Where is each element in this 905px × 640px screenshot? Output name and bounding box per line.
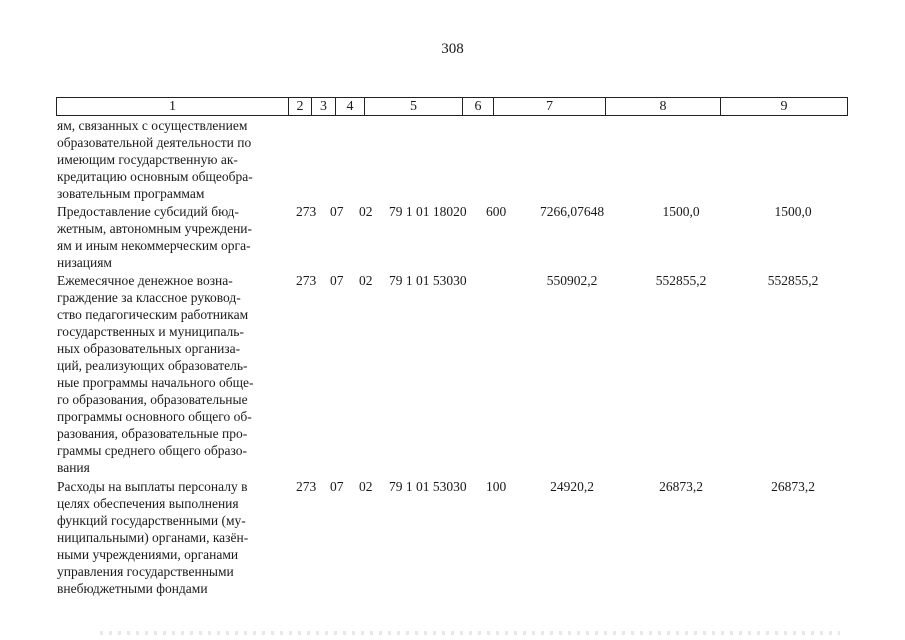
cell-amount-8: 26873,2	[659, 479, 703, 494]
name-line: Предоставление субсидий бюд-	[57, 204, 239, 219]
row-name	[57, 117, 284, 202]
cell-amount-8: 552855,2	[655, 273, 707, 288]
name-line: имеющим государственную ак-	[57, 152, 238, 167]
cell-ministry: 273	[296, 204, 317, 219]
header-col-5: 5	[365, 98, 463, 116]
name-line: внебюджетными фондами	[57, 581, 208, 596]
name-line: целях обеспечения выполнения	[57, 496, 239, 511]
name-line: управления государственными	[57, 564, 234, 579]
name-line: ными учреждениями, органами	[57, 547, 239, 562]
cell-target-article: 79 1 01 53030	[389, 273, 467, 288]
cell-amount-7: 24920,2	[550, 479, 594, 494]
cell-amount-9: 1500,0	[774, 204, 812, 219]
cell-ministry: 273	[296, 273, 317, 288]
header-col-3: 3	[312, 98, 336, 116]
name-line: функций государственными (му-	[57, 513, 246, 528]
header-col-6: 6	[463, 98, 494, 116]
name-line: государственных и муниципаль-	[57, 324, 244, 339]
cell-section: 07	[330, 273, 344, 288]
page-number: 308	[441, 41, 464, 57]
cell-amount-7: 550902,2	[546, 273, 598, 288]
header-col-8: 8	[606, 98, 721, 116]
table-header	[56, 97, 848, 116]
cell-expense-type: 100	[486, 479, 507, 494]
row-name	[57, 478, 284, 597]
name-line: разования, образовательные про-	[57, 426, 248, 441]
cell-section: 07	[330, 204, 344, 219]
name-line: Ежемесячное денежное возна-	[57, 273, 233, 288]
header-col-4: 4	[336, 98, 365, 116]
scan-artifact	[100, 631, 840, 635]
cell-subsection: 02	[359, 204, 373, 219]
name-line: граммы среднего общего образо-	[57, 443, 247, 458]
name-line: ций, реализующих образователь-	[57, 358, 248, 373]
name-line: кредитацию основным общеобра-	[57, 169, 253, 184]
header-col-7: 7	[494, 98, 606, 116]
name-line: вания	[57, 460, 90, 475]
header-col-1: 1	[57, 98, 289, 116]
cell-amount-9: 26873,2	[771, 479, 815, 494]
name-line: зовательным программам	[57, 186, 205, 201]
cell-target-article: 79 1 01 18020	[389, 204, 467, 219]
cell-ministry: 273	[296, 479, 317, 494]
name-line: ных образовательных организа-	[57, 341, 241, 356]
header-col-9: 9	[721, 98, 848, 116]
name-line: ниципальными) органами, казён-	[57, 530, 249, 545]
cell-subsection: 02	[359, 479, 373, 494]
name-line: ям и иным некоммерческим орга-	[57, 238, 251, 253]
name-line: ям, связанных с осуществлением	[57, 118, 248, 133]
row-name	[57, 203, 284, 271]
name-line: ство педагогическим работникам	[57, 307, 249, 322]
cell-amount-9: 552855,2	[767, 273, 819, 288]
name-line: ные программы начального обще-	[57, 375, 254, 390]
cell-section: 07	[330, 479, 344, 494]
name-line: низациям	[57, 255, 112, 270]
cell-expense-type: 600	[486, 204, 507, 219]
row-name	[57, 272, 284, 476]
name-line: го образования, образовательные	[57, 392, 248, 407]
name-line: Расходы на выплаты персоналу в	[57, 479, 248, 494]
cell-amount-8: 1500,0	[662, 204, 700, 219]
cell-subsection: 02	[359, 273, 373, 288]
name-line: образовательной деятельности по	[57, 135, 252, 150]
name-line: граждение за классное руковод-	[57, 290, 241, 305]
name-line: жетным, автономным учреждени-	[57, 221, 253, 236]
name-line: программы основного общего об-	[57, 409, 252, 424]
cell-amount-7: 7266,07648	[539, 204, 605, 219]
cell-target-article: 79 1 01 53030	[389, 479, 467, 494]
header-row	[57, 98, 848, 116]
header-col-2: 2	[289, 98, 312, 116]
